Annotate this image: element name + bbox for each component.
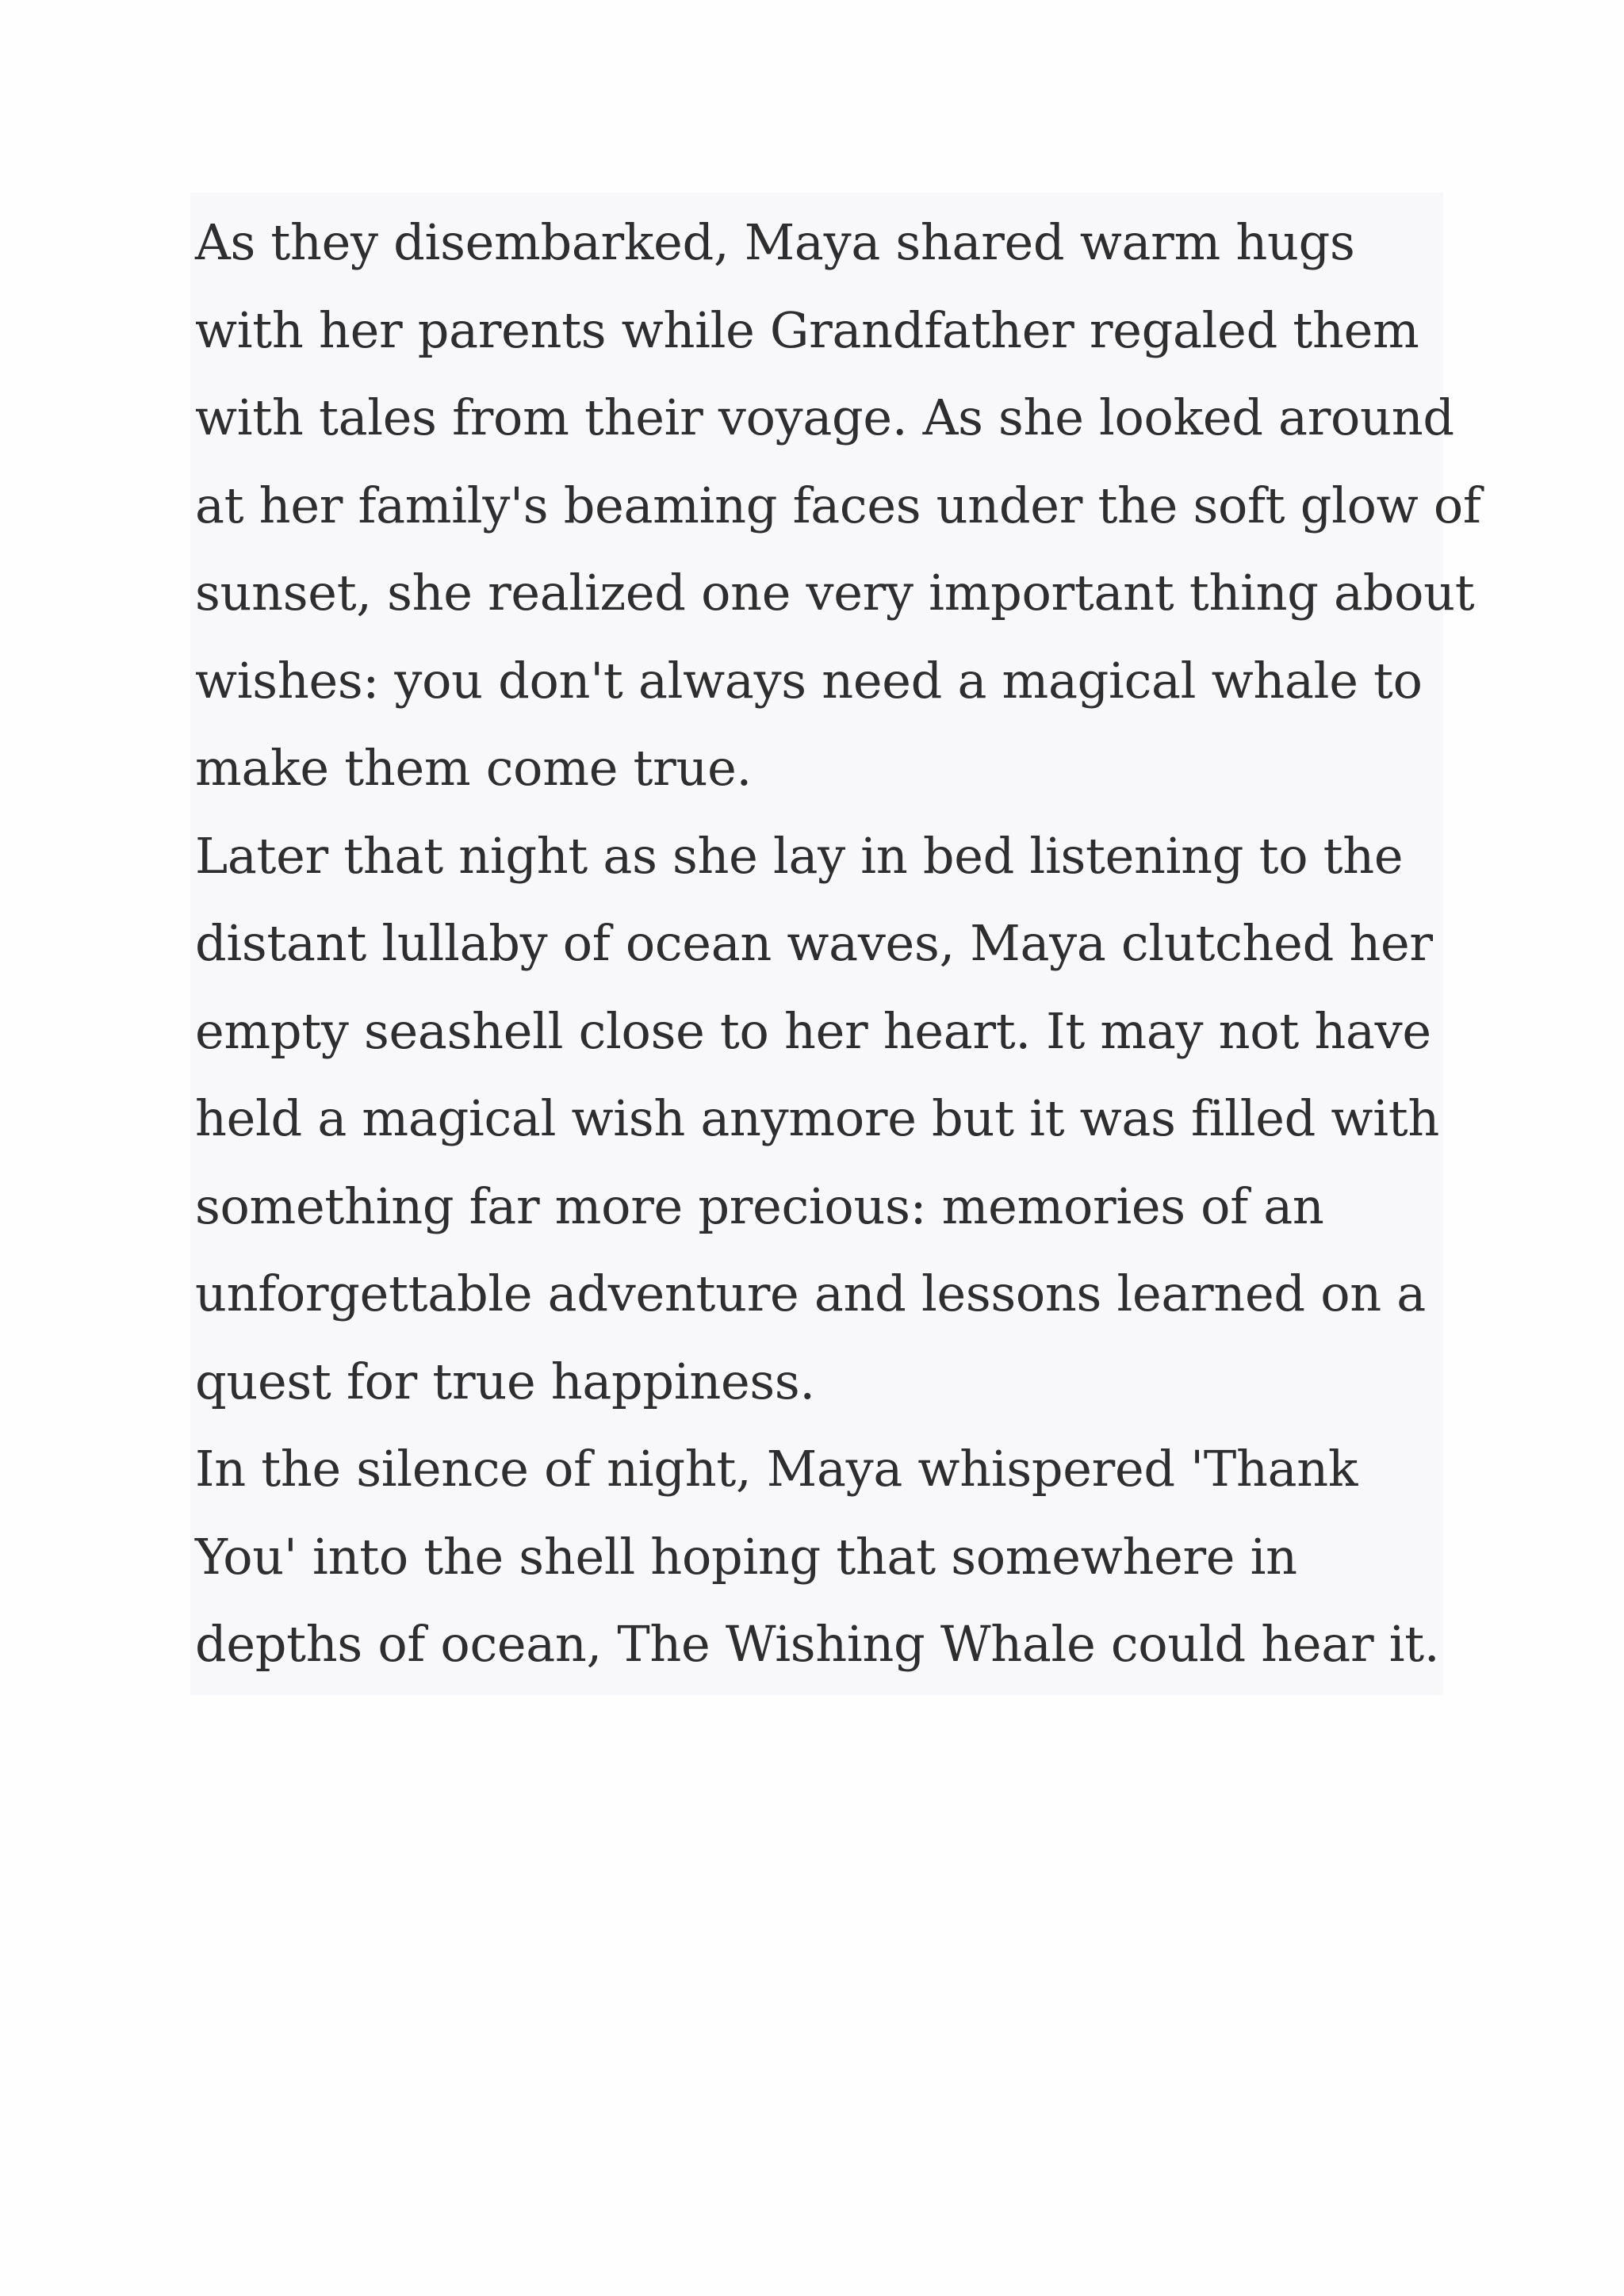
text-line: unforgettable adventure and lessons learned on a: [195, 1265, 1426, 1322]
text-line: wishes: you don't always need a magical whale to: [195, 651, 1423, 710]
text-line: As they disembarked, Maya shared warm hugs: [195, 213, 1355, 271]
text-line: empty seashell close to her heart. It may not have: [195, 1001, 1431, 1060]
text-line: In the silence of night, Maya whispered 'Thank: [195, 1440, 1358, 1498]
text-line: at her family's beaming faces under the soft glow of: [195, 476, 1481, 534]
text-line: sunset, she realized one very important thing about: [195, 564, 1475, 622]
text-line: depths of ocean, The Wishing Whale could hear it.: [195, 1615, 1440, 1673]
text-line: distant lullaby of ocean waves, Maya clutched her: [195, 914, 1433, 972]
story-text-block: [190, 193, 1481, 1695]
text-line: Later that night as she lay in bed listening to the: [195, 826, 1404, 885]
text-line: with tales from their voyage. As she looked around: [195, 388, 1454, 446]
text-line: You' into the shell hoping that somewhere in: [195, 1527, 1297, 1586]
text-line: quest for true happiness.: [195, 1352, 815, 1410]
text-line: with her parents while Grandfather regaled them: [195, 300, 1419, 359]
text-line: make them come true.: [195, 739, 752, 797]
text-line: held a magical wish anymore but it was filled with: [195, 1089, 1439, 1147]
text-line: something far more precious: memories of an: [195, 1177, 1324, 1235]
